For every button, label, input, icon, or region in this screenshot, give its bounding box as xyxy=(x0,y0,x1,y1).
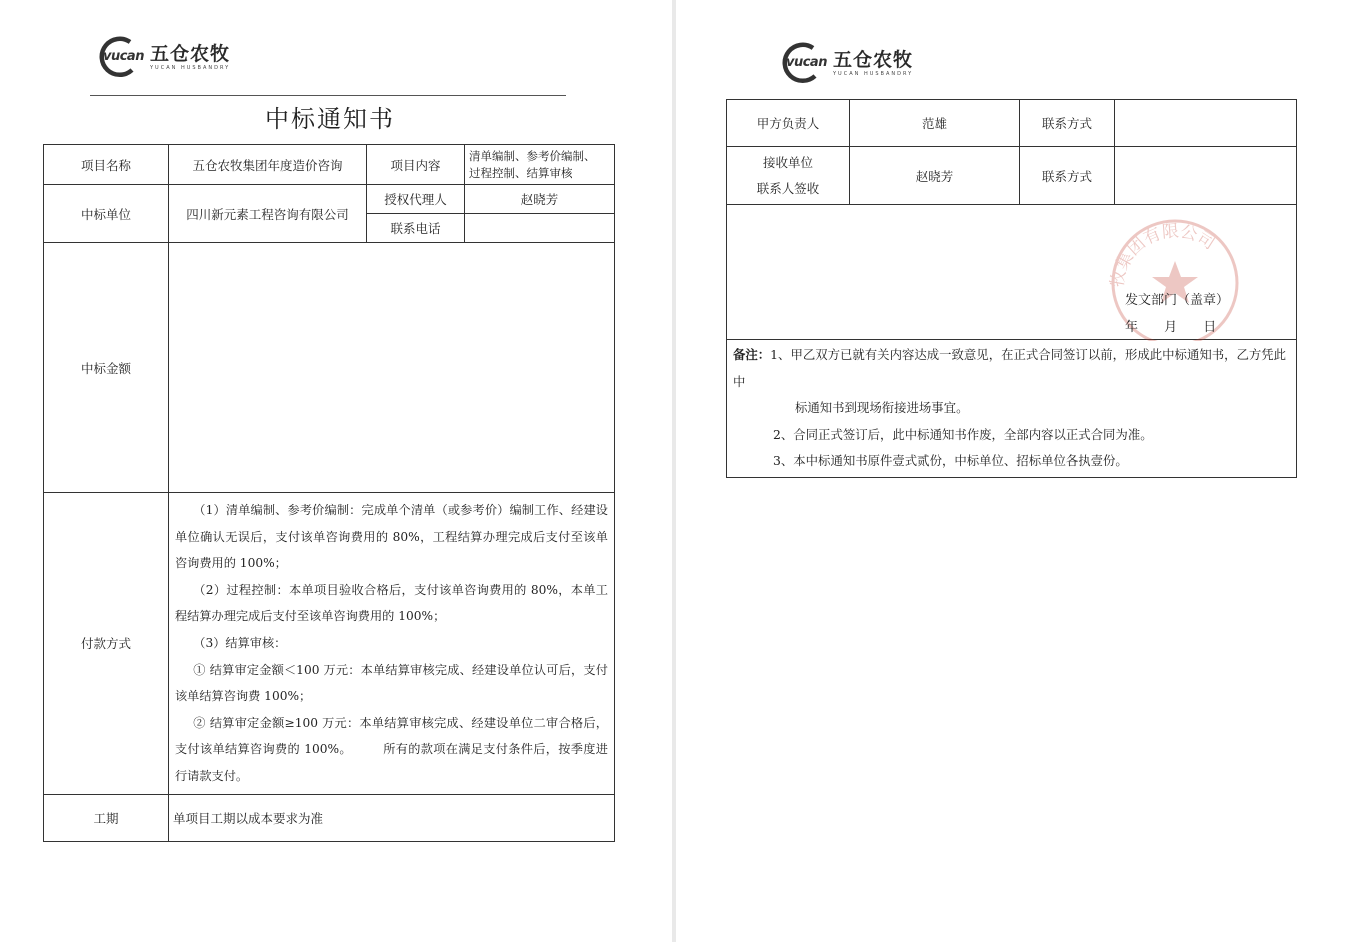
payment-term-2: （2）过程控制：本单项目验收合格后，支付该单咨询费用的 80%，本单工程结算办理完成后支付至该单咨询费用的 100%； xyxy=(175,582,608,624)
project-content-line-2: 过程控制、结算审核 xyxy=(469,165,573,180)
amount-value xyxy=(169,243,615,493)
note-1: 1、甲乙双方已就有关内容达成一致意见，在正式合同签订以前，形成此中标通知书，乙方凭此中 xyxy=(733,347,1287,389)
winner-label: 中标单位 xyxy=(44,185,169,243)
header-rule xyxy=(90,95,566,96)
logo-mark xyxy=(96,36,142,78)
notes-label: 备注： xyxy=(733,347,771,362)
payment-term-3: （3）结算审核： xyxy=(193,635,287,650)
right-page xyxy=(676,0,1346,942)
issuing-department: 发文部门（盖章） xyxy=(1125,293,1230,308)
notes xyxy=(727,340,1297,478)
receiver-value: 赵晓芳 xyxy=(850,147,1020,205)
receiver-label xyxy=(727,147,850,205)
payment-terms xyxy=(169,493,615,795)
project-content-label: 项目内容 xyxy=(367,145,465,185)
receiver-label-line-1: 接收单位 xyxy=(762,154,813,170)
project-name-value: 五仓农牧集团年度造价咨询 xyxy=(169,145,367,185)
agent-label: 授权代理人 xyxy=(367,185,465,214)
note-2: 2、合同正式签订后，此中标通知书作废，全部内容以正式合同为准。 xyxy=(773,426,1153,442)
left-page xyxy=(0,0,672,942)
logo-mark-text: vucan xyxy=(786,55,827,70)
phone-value xyxy=(465,214,615,243)
winner-value: 四川新元素工程咨询有限公司 xyxy=(169,185,367,243)
payment-label: 付款方式 xyxy=(44,493,169,795)
stamp-area xyxy=(727,205,1297,340)
logo-mark-text: vucan xyxy=(103,49,144,64)
contact-value-2 xyxy=(1115,147,1297,205)
logo-name-en: YUCAN HUSBANDRY xyxy=(833,70,914,77)
contact-label-2: 联系方式 xyxy=(1020,147,1115,205)
bid-notice-table xyxy=(43,144,615,842)
payment-term-3a: ① 结算审定金额＜100 万元：本单结算审核完成、经建设单位认可后，支付该单结算咨询费 100%； xyxy=(175,662,608,704)
seal-text: 牧集团有限公司 xyxy=(1107,221,1219,289)
phone-label: 联系电话 xyxy=(367,214,465,243)
company-logo xyxy=(96,36,230,78)
party-a-value: 范雄 xyxy=(850,100,1020,147)
document-title: 中标通知书 xyxy=(265,105,395,133)
receiver-label-line-2: 联系人签收 xyxy=(756,180,820,196)
amount-label: 中标金额 xyxy=(44,243,169,493)
contact-label-1: 联系方式 xyxy=(1020,100,1115,147)
contact-value-1 xyxy=(1115,100,1297,147)
party-a-label: 甲方负责人 xyxy=(727,100,850,147)
issue-date: 年 月 日 xyxy=(1125,320,1217,335)
project-content-line-1: 清单编制、参考价编制、 xyxy=(469,148,596,163)
payment-term-3b: ② 结算审定金额≥100 万元：本单结算审核完成、经建设单位二审合格后，支付该单结算咨询费的 100%。 所有的款项在满足支付条件后，按季度进行请款支付。 xyxy=(175,715,608,783)
project-content-value xyxy=(465,145,615,185)
project-name-label: 项目名称 xyxy=(44,145,169,185)
period-label: 工期 xyxy=(44,794,169,841)
payment-term-1: （1）清单编制、参考价编制：完成单个清单（或参考价）编制工作、经建设单位确认无误后，支付该单咨询费用的 80%，工程结算办理完成后支付至该单咨询费用的 100%； xyxy=(175,503,608,571)
logo-name-en: YUCAN HUSBANDRY xyxy=(150,64,231,71)
agent-value: 赵晓芳 xyxy=(465,185,615,214)
logo-mark xyxy=(779,42,825,84)
receipt-table xyxy=(726,99,1297,478)
logo-name-cn: 五仓农牧 xyxy=(833,48,914,71)
period-value: 单项目工期以成本要求为准 xyxy=(169,794,615,841)
note-3: 3、本中标通知书原件壹式贰份，中标单位、招标单位各执壹份。 xyxy=(773,453,1128,468)
note-1-continued: 标通知书到现场衔接进场事宜。 xyxy=(795,400,969,415)
company-logo-right xyxy=(779,42,913,84)
logo-name-cn: 五仓农牧 xyxy=(150,42,231,65)
